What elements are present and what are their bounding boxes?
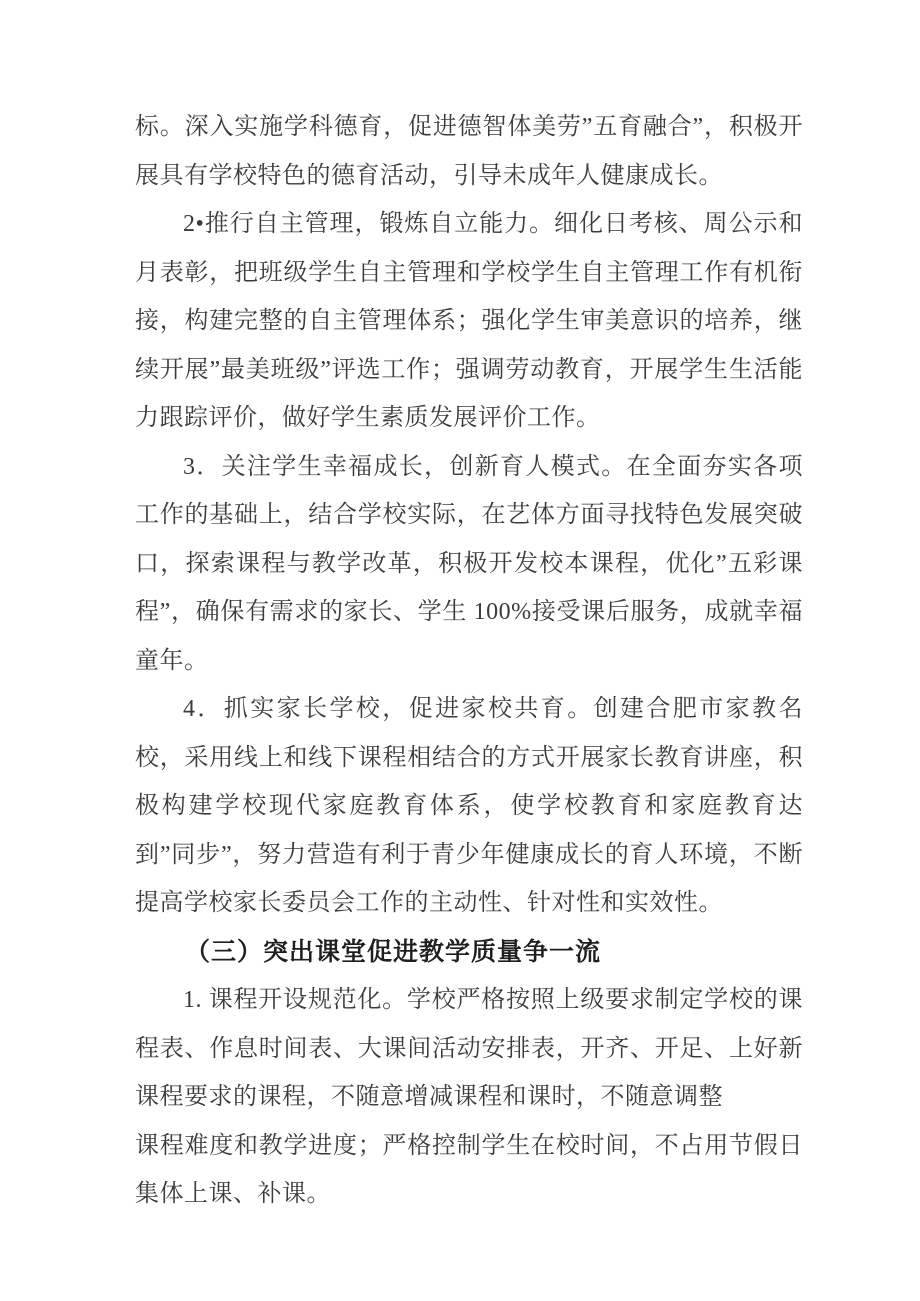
section-heading: （三）突出课堂促进教学质量争一流 (185, 937, 602, 966)
paragraph-continuation: 标。深入实施学科德育，促进德智体美劳”五育融合”，积极开展具有学校特色的德育活动，引导未成年人健康成长。 (135, 114, 803, 189)
text-block (135, 103, 803, 1219)
paragraph-item-4: 4．抓实家长学校，促进家校共育。创建合肥市家教名校，采用线上和线下课程相结合的方式开展家长教育讲座，积极构建学校现代家庭教育体系，使学校教育和家庭教育达到”同步”，努力营造有利于青少年健康成长的育人环境，不断提高学校家长委员会工作的主动性、针对性和实效性。 (135, 696, 803, 916)
paragraph-item-3: 3．关注学生幸福成长，创新育人模式。在全面夯实各项工作的基础上，结合学校实际，在艺体方面寻找特色发展突破口，探索课程与教学改革，积极开发校本课程，优化”五彩课程”，确保有需求的家长、学生 100%接受课后服务，成就幸福童年。 (135, 453, 803, 674)
paragraph-continuation-course: 课程难度和教学进度；严格控制学生在校时间，不占用节假日集体上课、补课。 (135, 1132, 803, 1207)
paragraph-item-2: 2•推行自主管理，锻炼自立能力。细化日考核、周公示和月表彰，把班级学生自主管理和学校学生自主管理工作有机衔接，构建完整的自主管理体系；强化学生审美意识的培养，继续开展”最美班级”评选工作；强调劳动教育，开展学生生活能力跟踪评价，做好学生素质发展评价工作。 (135, 211, 803, 431)
paragraph-item-1-course: 1. 课程开设规范化。学校严格按照上级要求制定学校的课程表、作息时间表、大课间活动安排表，开齐、开足、上好新课程要求的课程，不随意增减课程和课时，不随意调整 (135, 987, 803, 1110)
